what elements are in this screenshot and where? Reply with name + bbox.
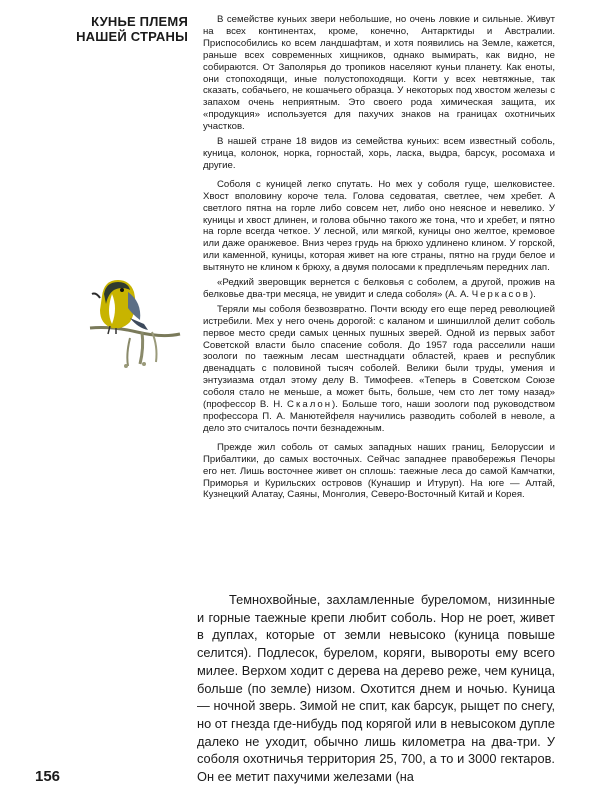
quote-end: ). [529, 288, 536, 300]
paragraph-part: ). Больше того, наши зоологи под руководством профессора П. А. Манютейфеля научились разводить соболей в неволе, а дело это считалось почти безнадежным. [203, 399, 555, 434]
sidebar-paragraph: Соболя с куницей легко спутать. Но мех у соболя гуще, шелковистее. Хвост вполовину короче тела. Голова седоватая, светлее, чем хребет. А светлого пятна на горле либо совсем нет, либо оно неясное и невелико. У куницы и хвост длинен, и голова обычно такого же тона, что и хребет, и пятно на горле всегда четкое. У лесной, или мягкой, куницы оно желтое, кремовое или даже оранжевое. Вниз через грудь на брюхо удлинено клином. У горской, или каменной, куницы, которая живет на юге страны, пятно на груди белое и вытянуто не клином к брюху, а двумя полосами к предплечьям передних лап. [203, 178, 555, 274]
sidebar-text-block [203, 14, 555, 504]
paragraph-part: Теряли мы соболя безвозвратно. Почти всюду его еще перед революцией истребили. Мех у него очень дорогой: с каланом и шиншиллой делит соболь первое место среди самых ценных пушных зверей. Одной из первых забот Советской власти было спасение соболя. До 1957 года расселили наши зоологи по таежным лесам шестнадцати областей, краев и республик двенадцать с половиной тысяч соболей. Велики были труды, умения и энтузиазма отдал этому делу В. Тимофеев. «Теперь в Советском Союзе соболя стало не меньше, а может быть, больше, чем сто лет тому назад» (профессор В. Н. [203, 303, 555, 411]
sidebar-paragraph [203, 304, 555, 435]
sidebar-quote [203, 277, 555, 301]
main-text-block [197, 591, 555, 786]
section-title-line-1: КУНЬЕ ПЛЕМЯ [91, 14, 188, 29]
section-title [58, 14, 188, 44]
bird-illustration [82, 268, 182, 368]
page-number: 156 [35, 768, 61, 785]
quote-text: «Редкий зверовщик вернется с белковья с соболем, а другой, прожив на белковье два-три месяца, не увидит и следа соболя» (А. А. [203, 277, 555, 300]
sidebar-paragraph: Прежде жил соболь от самых западных наших границ, Белоруссии и Прибалтики, до самых восточных. Сейчас западнее правобережья Печоры его нет. Лишь восточнее живет он сплошь: таежные леса до самой Камчатки, Приморья и Курильских островов (Кунашир и Итуруп). На юге — Алтай, Кузнецкий Алатау, Саяны, Монголия, Северо-Восточный Китай и Корея. [203, 441, 555, 501]
main-paragraph: Темнохвойные, захламленные буреломом, низинные и горные таежные крепи любит соболь. Нор не роет, живет в дуплах, которые от земли невысоко (куница повыше селится). Подлесок, бурелом, коряги, вывороты ему всего милее. Верхом ходит с дерева на дерево реже, чем куница, больше (по земле) низом. Охотится днем и ночью. Куница — ночной зверь. Зимой не спит, как барсук, рыщет по снегу, но от гнезда где-нибудь под корягой или в невысоком дупле далеко не уходит, обычно лишь километра на два-три. У соболя охотничья территория 25, 700, а то и 3000 гектаров. Он ее метит пахучими железами (на [197, 592, 556, 785]
sidebar-paragraph: В семействе куньих звери небольшие, но очень ловкие и сильные. Живут на всех континентах, кроме, конечно, Антарктиды и Австралии. Приспособились ко всем ландшафтам, и хотя появились на Земле, кажется, раньше всех современных хищников, однако вымирать, как видно, не собираются. От Заполярья до тропиков населяют куньи планету. Как еноты, они стопоходящи, иные полустопоходящи. Когти у всех невтяжные, так сказать, собачьего, не кошачьего образца. У некоторых под хвостом железы с запахом очень неприятным. Это своего рода химическая защита, их «продукция» используется для пахучих знаков на границах охотничьих участков. [203, 14, 555, 133]
sidebar-paragraph: В нашей стране 18 видов из семейства куньих: всем известный соболь, куница, колонок, норка, горностай, хорь, ласка, выдра, барсук, росомаха и другие. [203, 136, 555, 171]
cited-author: Скалон [287, 399, 333, 411]
quote-author: Черкасов [471, 288, 530, 300]
branch-icon [90, 328, 180, 369]
bird-icon [92, 280, 148, 334]
section-title-line-2: НАШЕЙ СТРАНЫ [76, 29, 188, 44]
